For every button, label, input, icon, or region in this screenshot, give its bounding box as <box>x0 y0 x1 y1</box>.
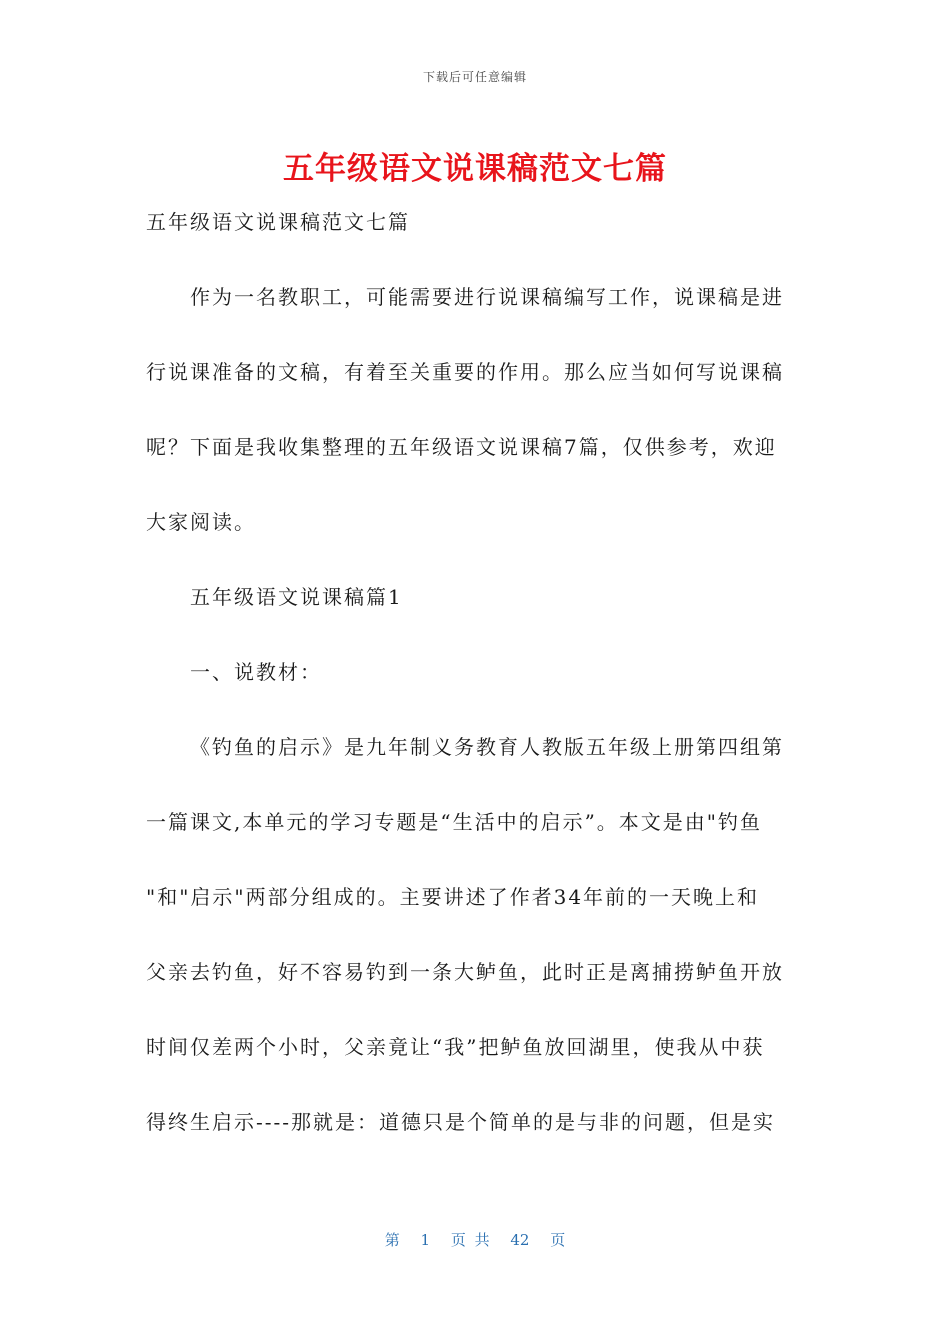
body-line: 呢？下面是我收集整理的五年级语文说课稿7篇，仅供参考，欢迎 <box>146 435 777 459</box>
body-line: 时间仅差两个小时，父亲竟让“我”把鲈鱼放回湖里，使我从中获 <box>146 1035 765 1059</box>
total-pages: 42 <box>510 1231 530 1249</box>
header-note: 下载后可任意编辑 <box>422 70 527 84</box>
body-line: 得终生启示----那就是：道德只是个简单的是与非的问题，但是实 <box>146 1110 776 1134</box>
body-line: 作为一名教职工，可能需要进行说课稿编写工作，说课稿是进 <box>190 285 784 309</box>
body-line: 《钓鱼的启示》是九年制义务教育人教版五年级上册第四组第 <box>190 735 784 759</box>
body-line: 一篇课文,本单元的学习专题是“生活中的启示”。本文是由"钓鱼 <box>146 810 763 834</box>
body-line: 父亲去钓鱼，好不容易钓到一条大鲈鱼，此时正是离捕捞鲈鱼开放 <box>146 960 784 984</box>
document-title: 五年级语文说课稿范文七篇 <box>283 151 667 187</box>
body-line: 行说课准备的文稿，有着至关重要的作用。那么应当如何写说课稿 <box>146 360 784 384</box>
body-line: 大家阅读。 <box>146 510 256 534</box>
footer-prefix: 第 <box>384 1231 400 1249</box>
footer-mid: 页 共 <box>450 1231 490 1249</box>
subsection-heading: 一、说教材： <box>190 660 322 684</box>
document-body <box>146 202 806 1177</box>
current-page-number: 1 <box>420 1231 431 1249</box>
section-heading: 五年级语文说课稿篇1 <box>190 585 403 609</box>
page-footer <box>0 1229 950 1250</box>
footer-suffix: 页 <box>550 1231 566 1249</box>
body-line: "和"启示"两部分组成的。主要讲述了作者34年前的一天晚上和 <box>146 885 760 909</box>
body-line: 五年级语文说课稿范文七篇 <box>146 210 410 234</box>
